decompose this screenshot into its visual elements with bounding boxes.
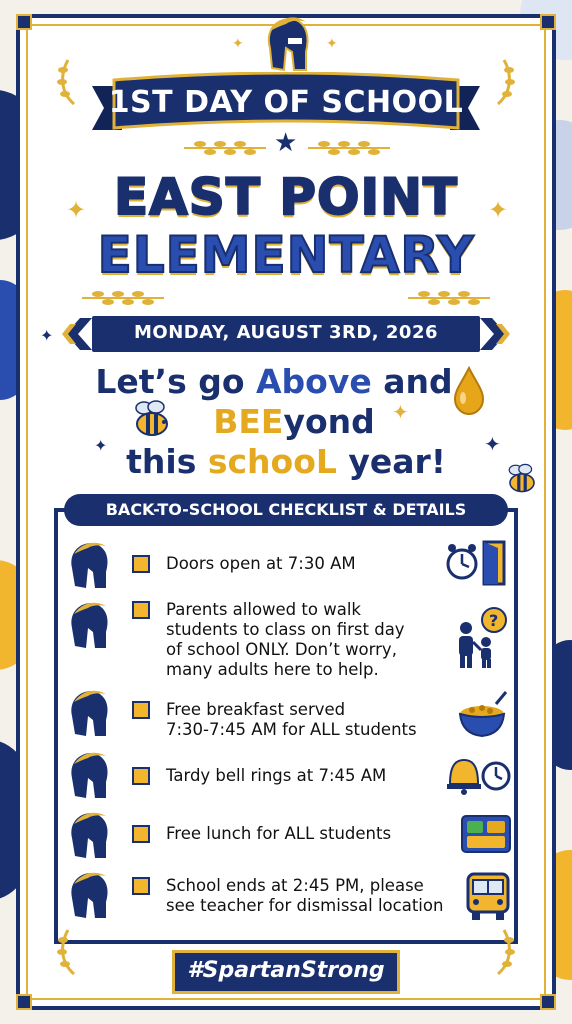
cereal-bowl-icon bbox=[456, 690, 512, 740]
frame-corner bbox=[16, 14, 32, 30]
sparkle-icon: ✦ bbox=[66, 196, 87, 224]
spartan-helmet-icon bbox=[256, 12, 316, 74]
bee-icon bbox=[130, 398, 174, 438]
sparkle-icon: ✦ bbox=[484, 432, 501, 456]
checkbox[interactable] bbox=[132, 555, 150, 573]
sparkle-icon: ✦ bbox=[326, 36, 338, 52]
event-date: MONDAY, AUGUST 3RD, 2026 bbox=[133, 322, 438, 343]
spartan-helmet-icon bbox=[62, 686, 114, 738]
alarm-clock-door-icon bbox=[444, 538, 512, 586]
checklist-item bbox=[62, 808, 514, 860]
laurel-icon bbox=[54, 56, 84, 106]
title-line-1: EAST POINT bbox=[113, 168, 459, 226]
checkbox[interactable] bbox=[132, 877, 150, 895]
laurel-icon bbox=[54, 926, 84, 976]
lunch-tray-icon bbox=[460, 812, 512, 856]
sparkle-icon: ✦ bbox=[488, 196, 509, 224]
checklist-text: Free lunch for ALL students bbox=[166, 824, 392, 843]
checklist-text: Doors open at 7:30 AM bbox=[166, 554, 356, 573]
laurel-divider-icon bbox=[304, 138, 394, 158]
checkbox[interactable] bbox=[132, 701, 150, 719]
checklist-item bbox=[62, 748, 514, 800]
star-icon: ★ bbox=[274, 128, 298, 158]
slogan-line-3: this schooL year! bbox=[126, 442, 446, 481]
checklist-text: Parents allowed to walk students to class on first day of school ONLY. Don’t worry, many adults here to help. bbox=[166, 600, 405, 679]
laurel-icon bbox=[488, 926, 518, 976]
spartan-helmet-icon bbox=[62, 598, 114, 650]
svg-text:?: ? bbox=[489, 611, 499, 630]
checklist-header: BACK-TO-SCHOOL CHECKLIST & DETAILS bbox=[105, 500, 467, 519]
slogan-line-2: BEEyond bbox=[213, 402, 375, 441]
sparkle-icon: ✦ bbox=[232, 36, 244, 52]
parent-child-icon bbox=[452, 604, 512, 670]
banner-text: 1ST DAY OF SCHOOL bbox=[108, 85, 464, 120]
sparkle-icon: ✦ bbox=[392, 400, 409, 424]
checkbox[interactable] bbox=[132, 825, 150, 843]
laurel-divider-icon bbox=[78, 288, 168, 308]
title-line-2: ELEMENTARY bbox=[97, 226, 475, 284]
chevron-right-icon bbox=[480, 316, 512, 352]
checklist-item bbox=[62, 598, 514, 686]
bee-icon bbox=[504, 462, 540, 494]
checklist-item bbox=[62, 868, 514, 924]
honey-drop-icon bbox=[452, 366, 486, 416]
spartan-helmet-icon bbox=[62, 808, 114, 860]
frame-corner bbox=[540, 994, 556, 1010]
laurel-divider-icon bbox=[404, 288, 494, 308]
spartan-helmet-icon bbox=[62, 538, 114, 590]
school-bus-icon bbox=[464, 870, 512, 922]
hashtag: #SpartanStrong bbox=[187, 958, 385, 983]
spartan-helmet-icon bbox=[62, 868, 114, 920]
sparkle-icon: ✦ bbox=[94, 436, 108, 455]
frame-corner bbox=[16, 994, 32, 1010]
frame-corner bbox=[540, 14, 556, 30]
checklist-text: Free breakfast served 7:30-7:45 AM for ALL students bbox=[166, 700, 417, 739]
chevron-left-icon bbox=[60, 316, 92, 352]
laurel-icon bbox=[488, 56, 518, 106]
checkbox[interactable] bbox=[132, 601, 150, 619]
checklist-item bbox=[62, 538, 514, 590]
bell-clock-icon bbox=[442, 752, 512, 798]
slogan-line-1: Let’s go Above and bbox=[95, 362, 453, 401]
laurel-divider-icon bbox=[180, 138, 270, 158]
checkbox[interactable] bbox=[132, 767, 150, 785]
checklist-text: Tardy bell rings at 7:45 AM bbox=[166, 766, 387, 785]
spartan-helmet-icon bbox=[62, 748, 114, 800]
checklist-text: School ends at 2:45 PM, please see teacher for dismissal location bbox=[166, 876, 444, 915]
sparkle-icon: ✦ bbox=[40, 326, 54, 345]
checklist-item bbox=[62, 686, 514, 742]
